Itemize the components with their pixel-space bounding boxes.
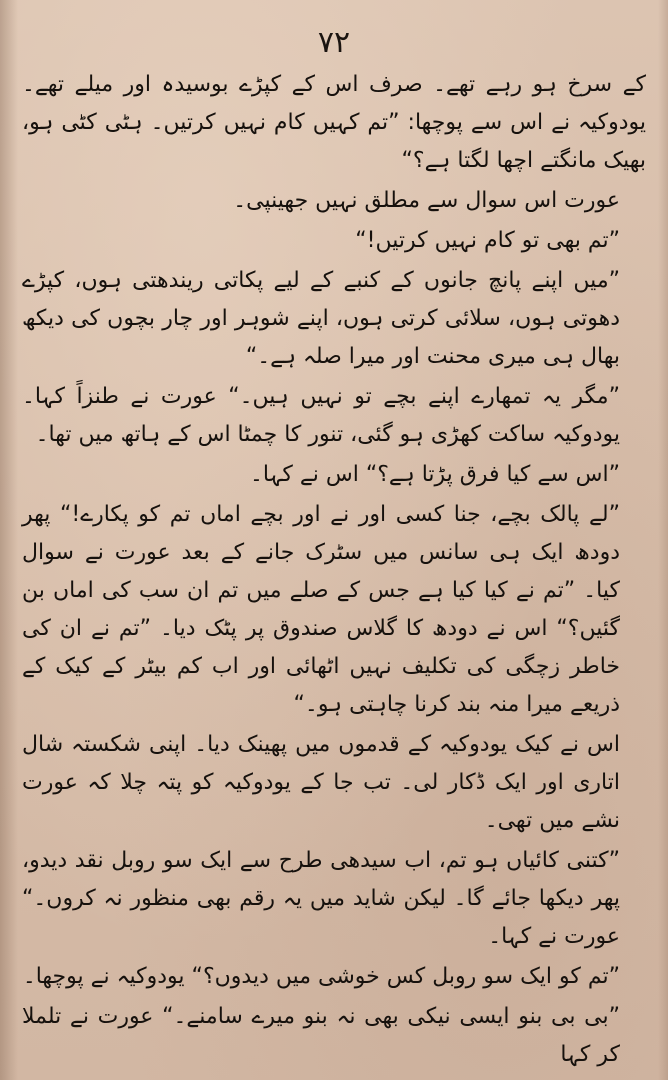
paragraph-8: اس نے کیک یودوکیہ کے قدموں میں پھینک دیا۔ اپنی شکستہ شال اتاری اور ایک ڈکار لی۔ تب جا کے یودوکیہ کو پتہ چلا کہ عورت نشے میں تھی۔ <box>22 732 620 833</box>
page-number: ۷۲ <box>317 25 351 60</box>
paragraph-9: ”کتنی کائیاں ہو تم، اب سیدھی طرح سے ایک سو روبل نقد دیدو، پھر دیکھا جائے گا۔ لیکن شاید میں یہ رقم بھی منظور نہ کروں۔“ عورت نے کہا۔ <box>22 848 620 949</box>
paragraph-1: کے سرخ ہو رہے تھے۔ صرف اس کے کپڑے بوسیدہ اور میلے تھے۔ یودوکیہ نے اس سے پوچھا: ”تم کہیں کام نہیں کرتیں۔ ہٹی کٹی ہو، بھیک مانگتے اچھا لگتا ہے؟“ <box>22 72 646 173</box>
paragraph-11: ”بی بی بنو ایسی نیکی بھی نہ بنو میرے سامنے۔“ عورت نے تلملا کر کہا <box>22 1004 620 1067</box>
paragraph-5: ”مگر یہ تمھارے اپنے بچے تو نہیں ہیں۔“ عورت نے طنزاً کہا۔ یودوکیہ ساکت کھڑی ہو گئی، تنور کا چمٹا اس کے ہاتھ میں تھا۔ <box>22 384 620 447</box>
paragraph-3: ”تم بھی تو کام نہیں کرتیں!“ <box>355 228 620 253</box>
paragraph-4: ”میں اپنے پانچ جانوں کے کنبے کے لیے پکاتی ریندھتی ہوں، کپڑے دھوتی ہوں، سلائی کرتی ہوں، اپنے شوہر اور چار بچوں کی دیکھ بھال ہی میری محنت اور میرا صلہ ہے۔“ <box>22 268 620 369</box>
paragraph-7: ”لے پالک بچے، جنا کسی اور نے اور بچے اماں تم کو پکارے!“ پھر دودھ ایک ہی سانس میں سٹرک جانے کے بعد عورت نے سوال کیا۔ ”تم نے کیا کیا ہے جس کے صلے میں تم ان سب کی اماں بن گئیں؟“ اس نے دودھ کا گلاس صندوق پر پٹک دیا۔ ”تم نے ان کی خاطر زچگی کی تکلیف نہیں اٹھائی اور اب کم بیٹر کے کیک کے ذریعے میرا منہ بند کرنا چاہتی ہو۔“ <box>22 502 620 717</box>
paragraph-6: ”اس سے کیا فرق پڑتا ہے؟“ اس نے کہا۔ <box>249 462 620 487</box>
page-text <box>22 66 646 1074</box>
paragraph-2: عورت اس سوال سے مطلق نہیں جھینپی۔ <box>233 188 620 213</box>
paragraph-10: ”تم کو ایک سو روبل کس خوشی میں دیدوں؟“ یودوکیہ نے پوچھا۔ <box>22 964 620 989</box>
